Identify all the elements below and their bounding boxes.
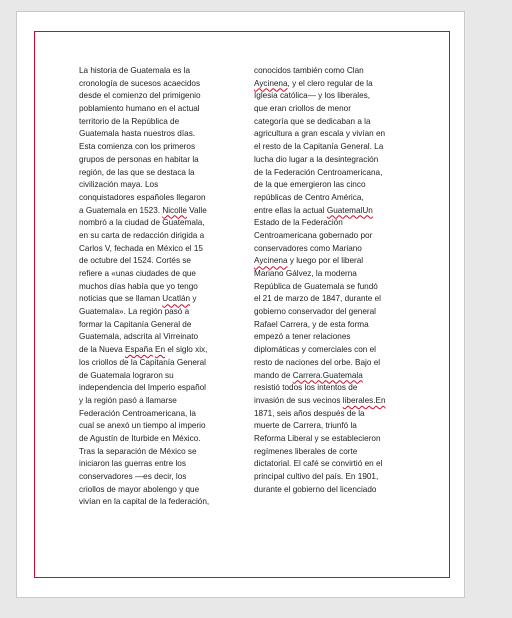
- text-line: [79, 65, 239, 78]
- text-line: [254, 484, 416, 497]
- misspelled-word: Aycinena: [254, 78, 288, 88]
- text-run: cual se anexó un tiempo al imperio: [79, 421, 206, 431]
- text-line: [79, 293, 239, 306]
- text-line: [79, 420, 239, 433]
- text-line: [79, 90, 239, 103]
- text-run: lucha dio lugar a la desintegración: [254, 154, 379, 164]
- text-run: grupos de personas en habitar la: [79, 154, 199, 164]
- text-run: de octubre del 1524. Cortés se: [79, 256, 191, 266]
- text-run: conservadores —es decir, los: [79, 472, 187, 481]
- text-run: conquistadores españoles llegaron: [79, 192, 206, 202]
- text-run: nombró a la ciudad de Guatemala,: [79, 218, 205, 228]
- text-line: [254, 205, 416, 218]
- text-line: [79, 458, 239, 471]
- text-run: Guatemala, adscrita al Virreinato: [79, 332, 199, 342]
- text-line: [79, 433, 239, 446]
- text-line: [254, 230, 416, 243]
- text-line: [254, 357, 416, 370]
- text-run: Rafael Carrera, y de esta forma: [254, 319, 369, 329]
- misspelled-word: En: [155, 345, 166, 355]
- text-line: [79, 179, 239, 192]
- text-line: [254, 65, 416, 78]
- text-run: independencia del Imperio español: [79, 383, 206, 393]
- text-run: y: [190, 294, 197, 304]
- text-line: [79, 484, 239, 497]
- text-run: los criollos de la Capitanía General: [79, 357, 206, 367]
- text-line: [79, 128, 239, 141]
- text-line: [254, 255, 416, 268]
- text-run: a Guatemala en 1523.: [79, 205, 163, 215]
- text-line: [79, 319, 239, 332]
- text-run: invasión de sus vecinos: [254, 395, 343, 405]
- text-line: [254, 395, 416, 408]
- text-line: [254, 319, 416, 332]
- text-run: resto de naciones del orbe. Bajo el: [254, 357, 381, 367]
- text-line: [79, 255, 239, 268]
- text-run: formar la Capitanía General de: [79, 319, 192, 329]
- text-line: [254, 217, 416, 230]
- text-run: 1871, seis años después de la: [254, 408, 365, 418]
- text-run: diplomáticas y comerciales con el: [254, 345, 376, 355]
- text-run: el resto de la Capitanía General. La: [254, 142, 384, 152]
- text-line: [79, 154, 239, 167]
- text-run: conservadores como Mariano: [254, 243, 362, 253]
- text-run: región, de las que se destaca la: [79, 167, 195, 177]
- text-run: y luego por el liberal: [287, 256, 364, 266]
- text-run: Centroamericana gobernado por: [254, 230, 373, 240]
- text-run: Guatemala hasta nuestros días.: [79, 129, 196, 139]
- text-line: [79, 103, 239, 116]
- text-run: República de Guatemala se fundó: [254, 281, 378, 291]
- text-line: [79, 357, 239, 370]
- misspelled-word: GuatemalUn: [326, 205, 373, 215]
- text-line: [79, 306, 239, 319]
- text-line: [254, 446, 416, 459]
- text-line: [79, 116, 239, 129]
- text-run: Esta comienza con los primeros: [79, 142, 196, 152]
- text-line: [254, 281, 416, 294]
- text-run: criollos de mayor abolengo y que: [79, 484, 200, 494]
- text-run: principal cultivo del país. En 1901,: [254, 472, 379, 481]
- misspelled-word: Ucatlán: [162, 294, 191, 304]
- text-line: [254, 167, 416, 180]
- text-line: [254, 116, 416, 129]
- text-line: [79, 496, 239, 509]
- text-line: [79, 331, 239, 344]
- text-run: muchos días había que yo tengo: [79, 281, 198, 291]
- text-run: de la Federación Centroamericana,: [254, 167, 383, 177]
- text-line: [79, 217, 239, 230]
- text-run: mando de: [254, 370, 293, 380]
- text-line: [254, 306, 416, 319]
- text-run: el siglo xix,: [165, 345, 208, 355]
- text-run: el 21 de marzo de 1847, durante el: [254, 294, 381, 304]
- text-line: [79, 395, 239, 408]
- text-run: Estado de la Federación: [254, 218, 343, 228]
- text-line: [79, 370, 239, 383]
- text-run: regímenes liberales de corte: [254, 446, 358, 456]
- text-line: [79, 205, 239, 218]
- text-line: [254, 103, 416, 116]
- text-line: [254, 243, 416, 256]
- text-run: Carlos V, fechada en México el 15: [79, 243, 203, 253]
- text-line: [254, 331, 416, 344]
- text-line: [254, 382, 416, 395]
- document-page[interactable]: [16, 11, 465, 598]
- text-run: de la que emergieron las cinco: [254, 180, 366, 190]
- text-run: noticias que se llaman: [79, 294, 163, 304]
- text-run: de Guatemala lograron su: [79, 370, 174, 380]
- text-line: [254, 90, 416, 103]
- text-run: cronología de sucesos acaecidos: [79, 78, 201, 88]
- text-line: [254, 154, 416, 167]
- text-run: Mariano Gálvez, la moderna: [254, 269, 357, 278]
- text-run: de Agustín de Iturbide en México.: [79, 433, 201, 443]
- text-run: de la Nueva: [79, 345, 125, 355]
- text-run: La historia de Guatemala es la: [79, 66, 191, 75]
- text-line: [254, 408, 416, 421]
- text-line: [254, 458, 416, 471]
- text-column-right[interactable]: [254, 65, 416, 496]
- text-run: refiere a «unas ciudades de que: [79, 269, 196, 278]
- text-run: dictatorial. El café se convirtió en el: [254, 459, 383, 469]
- text-run: Guatemala». La región pasó a: [79, 307, 190, 317]
- text-line: [79, 446, 239, 459]
- text-run: , y el clero regular de la: [287, 78, 373, 88]
- text-line: [254, 192, 416, 205]
- text-run: Iglesia católica— y los liberales,: [254, 91, 371, 101]
- text-run: muerte de Carrera, triunfó la: [254, 421, 357, 431]
- text-run: Tras la separación de México se: [79, 446, 197, 456]
- text-run: territorio de la República de: [79, 116, 180, 126]
- text-line: [254, 471, 416, 484]
- text-run: que eran criollos de menor: [254, 104, 351, 114]
- text-run: durante el gobierno del licenciado: [254, 484, 377, 494]
- text-line: [79, 141, 239, 154]
- text-run: empezó a tener relaciones: [254, 332, 351, 342]
- misspelled-word: Nicolle: [162, 205, 187, 215]
- text-run: en su carta de redacción dirigida a: [79, 230, 205, 240]
- misspelled-word: España: [124, 345, 153, 355]
- misspelled-word: liberales.En: [342, 395, 386, 405]
- text-run: iniciaron las guerras entre los: [79, 459, 186, 469]
- text-run: Reforma Liberal y se establecieron: [254, 433, 381, 443]
- text-run: entre ellas la actual: [254, 205, 327, 215]
- text-line: [254, 141, 416, 154]
- text-line: [254, 433, 416, 446]
- text-line: [254, 179, 416, 192]
- text-run: civilización maya. Los: [79, 180, 159, 190]
- text-run: repúblicas de Centro América,: [254, 192, 364, 202]
- text-line: [79, 382, 239, 395]
- text-line: [79, 471, 239, 484]
- misspelled-word: Aycinena: [254, 256, 288, 266]
- text-run: categoría que se dedicaban a la: [254, 116, 371, 126]
- text-line: [254, 370, 416, 383]
- text-run: gobierno conservador del general: [254, 307, 376, 317]
- text-line: [254, 78, 416, 91]
- misspelled-word: Carrera.Guatemala: [292, 370, 363, 380]
- text-line: [79, 344, 239, 357]
- text-line: [254, 344, 416, 357]
- text-line: [254, 293, 416, 306]
- text-line: [79, 408, 239, 421]
- text-run: y la región pasó a llamarse: [79, 395, 177, 405]
- text-line: [254, 268, 416, 281]
- text-run: resistió todos los intentos de: [254, 383, 358, 393]
- text-line: [79, 78, 239, 91]
- text-line: [79, 243, 239, 256]
- text-run: poblamiento humano en el actual: [79, 104, 200, 114]
- text-line: [254, 420, 416, 433]
- text-run: desde el comienzo del primigenio: [79, 91, 201, 101]
- text-line: [79, 281, 239, 294]
- text-line: [79, 230, 239, 243]
- text-line: [79, 167, 239, 180]
- text-line: [79, 268, 239, 281]
- text-line: [254, 128, 416, 141]
- text-run: agricultura a gran escala y vivían en: [254, 129, 386, 139]
- text-run: conocidos también como Clan: [254, 66, 364, 75]
- text-line: [79, 192, 239, 205]
- text-run: Valle: [186, 205, 207, 215]
- text-run: Federación Centroamericana, la: [79, 408, 196, 418]
- text-run: vivían en la capital de la federación,: [79, 497, 210, 507]
- text-column-left[interactable]: [79, 65, 239, 509]
